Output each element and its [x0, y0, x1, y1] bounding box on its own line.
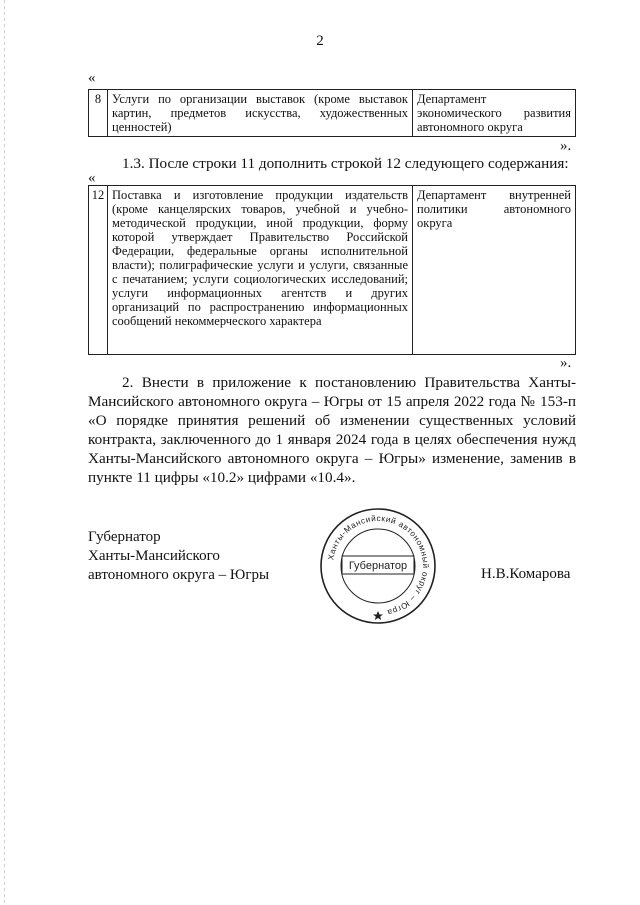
signature-title-line-2: Ханты-Мансийского	[88, 548, 220, 564]
table2	[88, 185, 576, 355]
table-row	[89, 186, 576, 355]
table2-row-number: 12	[89, 186, 108, 355]
table2-close-quote: ».	[560, 355, 572, 371]
signatory-name: Н.В.Комарова	[481, 566, 571, 582]
seal-center-text: Губернатор	[348, 560, 408, 572]
table1-row-number: 8	[89, 90, 108, 137]
table2-open-quote: «	[88, 170, 96, 186]
official-seal	[318, 506, 438, 626]
signature-title-line-1: Губернатор	[88, 529, 161, 545]
table2-row-service: Поставка и изготовление продукции издательств (кроме канцелярских товаров, учебной и учебно-методической продукции, иной продукции, форму которой утверждает Правительство Российской Федерации, федеральные органы исполнительной власти); полиграфические услуги и услуги, связанные с печатанием; услуги социологических исследований; услуги информационных агентств и других организаций по распространению информационных сообщений некоммерческого характера	[108, 186, 413, 355]
paragraph-1-3: 1.3. После строки 11 дополнить строкой 12 следующего содержания:	[122, 155, 569, 172]
paragraph-2: 2. Внести в приложение к постановлению Правительства Ханты-Мансийского автономного округа – Югры от 15 апреля 2022 года № 153-п «О порядке принятия решений об изменении существенных условий контракта, заключенного до 1 января 2024 года в целях обеспечения нужд Ханты-Мансийского автономного округа – Югры» изменение, заменив в пункте 11 цифры «10.2» цифрами «10.4».	[88, 374, 576, 486]
table1-row-service: Услуги по организации выставок (кроме выставок картин, предметов искусства, художественных ценностей)	[108, 90, 413, 137]
seal-star-icon	[373, 611, 383, 620]
table1-row-department: Департамент экономического развития автономного округа	[413, 90, 576, 137]
seal-ring-text: Ханты-Мансийский автономный округ – Югра	[326, 513, 431, 618]
table2-row-department: Департамент внутренней политики автономного округа	[413, 186, 576, 355]
signature-title	[88, 528, 269, 585]
signature-title-line-3: автономного округа – Югры	[88, 567, 270, 583]
table-row	[89, 90, 576, 137]
page-number: 2	[316, 33, 324, 49]
scan-edge	[4, 0, 5, 905]
table1-open-quote: «	[88, 70, 96, 86]
table1-close-quote: ».	[560, 138, 572, 154]
table1	[88, 89, 576, 137]
